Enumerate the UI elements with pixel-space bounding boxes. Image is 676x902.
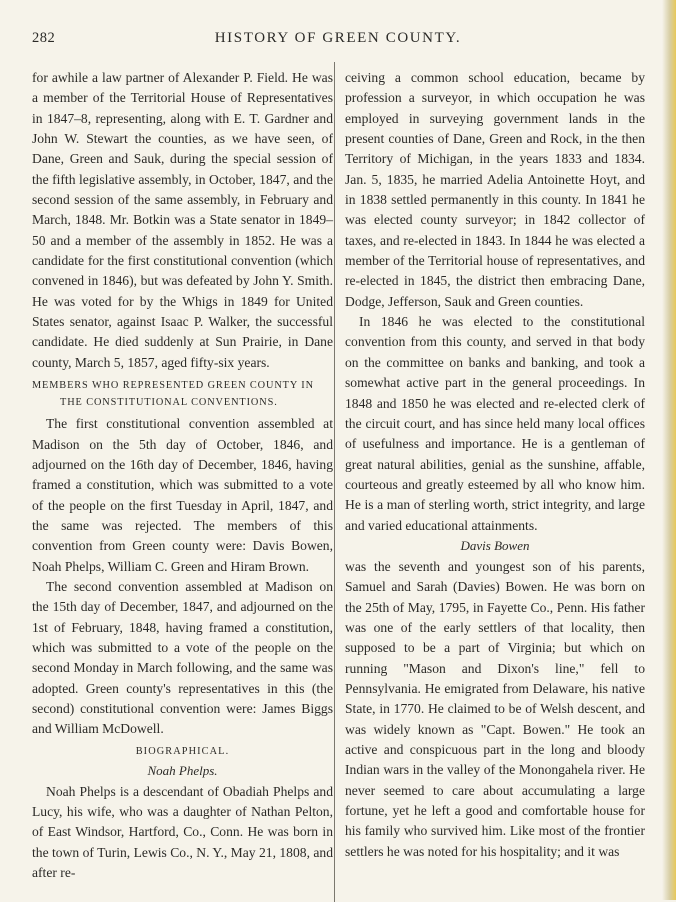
paragraph: The first constitutional convention assembled at Madison on the 5th day of October, 1846, and adjourned on the 16th day of December, 1846, having framed a constitution, which was submitted to a vote of the people on the first Tuesday in April, 1847, and the same was rejected. The members of this convention from Green county were: Davis Bowen, Noah Phelps, William C. Green and Hiram Brown. (32, 416, 333, 574)
paragraph: Noah Phelps is a descendant of Obadiah Phelps and Lucy, his wife, who was a daughter of Nathan Pelton, of East Windsor, Hartford, Co., Conn. He was born in the town of Turin, Lewis Co., N. Y., May 21, 1808, and after re- (32, 783, 333, 881)
page-header (32, 30, 644, 52)
page-number: 282 (32, 30, 56, 46)
paragraph: In 1846 he was elected to the constitutional convention from this county, and served in that body on the committee on banks and banking, and took a somewhat active part in the general proceedings. In 1848 and 1850 he was elected and re-elected clerk of the circuit court, and has since held many local offices of usefulness and importance. He is a gentleman of great natural abilities, genial as the sunshine, affable, courteous and greatly esteemed by all who know him. He is a man of sterling worth, strict integrity, and large and varied educational attainments. (345, 314, 645, 533)
subheading-noah-phelps: Noah Phelps. (147, 762, 218, 778)
column-divider (334, 62, 335, 902)
page-edge (662, 0, 676, 900)
paragraph: The second convention assembled at Madison on the 15th day of December, 1847, and adjourned on the 1st of February, 1848, having framed a constitution, which was submitted to a vote of the people on the second Monday in March following, and the same was adopted. Green county's representatives in this (the second) constitutional convention were: James Biggs and William McDowell. (32, 578, 333, 737)
running-head: HISTORY OF GREEN COUNTY. (214, 30, 462, 46)
paragraph: for awhile a law partner of Alexander P. Field. He was a member of the Territorial House of Representatives in 1847–8, representing, along with E. T. Gardner and John W. Stewart the counties, as we have seen, of Dane, Green and Sauk, during the special session of the fifth legislative assembly, in October, 1847, and the second session of the same assembly, in February and March, 1848. Mr. Botkin was a State senator in 1849–50 and a member of the assembly in 1852. He was a candidate for the first constitutional convention (which convened in 1846), but was defeated by John Y. Smith. He was voted for by the Whigs in 1849 for United States senator, against Isaac P. Walker, the successful candidate. He died suddenly at Sun Prairie, in Dane county, March 5, 1857, aged fifty-six years. (32, 70, 333, 370)
right-column (345, 68, 645, 862)
paragraph: was the seventh and youngest son of his parents, Samuel and Sarah (Davies) Bowen. He was born on the 25th of May, 1795, in Fayette Co., Penn. His father was one of the early settlers of that locality, then supposed to be a part of Virginia; but which on running "Mason and Dixon's line," fell to Pennsylvania. He emigrated from Delaware, his native State, in 1770. He claimed to be of Welsh descent, and was widely known as "Capt. Bowen." He took an active and conspicuous part in the long and bloody Indian wars in the valley of the Monongahela river. He never seemed to care about accumulating a large fortune, yet he left a good and comfortable house for his family who survived him. Like most of the frontier settlers he was noted for his hospitality; and it was (345, 558, 645, 859)
subheading-davis-bowen: Davis Bowen (460, 537, 530, 553)
section-heading-line: MEMBERS WHO REPRESENTED GREEN COUNTY IN (32, 380, 314, 392)
left-column (32, 68, 333, 883)
section-heading (32, 377, 333, 411)
biographical-heading: BIOGRAPHICAL. (135, 745, 230, 757)
paragraph: ceiving a common school education, became by profession a surveyor, in which occupation he was employed in surveying government lands in the present counties of Dane, Green and Rock, in the then Territory of Michigan, in the years 1833 and 1834. Jan. 5, 1835, he married Adelia Antoinette Hoyt, and in 1838 settled permanently in this county. In 1841 he was elected county surveyor; in 1842 collector of taxes, and re-elected in 1843. In 1844 he was elected a member of the Territorial house of representatives, and re-elected in 1845, the district then embracing Dane, Dodge, Jefferson, Sauk and Green counties. (345, 70, 645, 309)
section-heading-line: THE CONSTITUTIONAL CONVENTIONS. (60, 397, 278, 409)
